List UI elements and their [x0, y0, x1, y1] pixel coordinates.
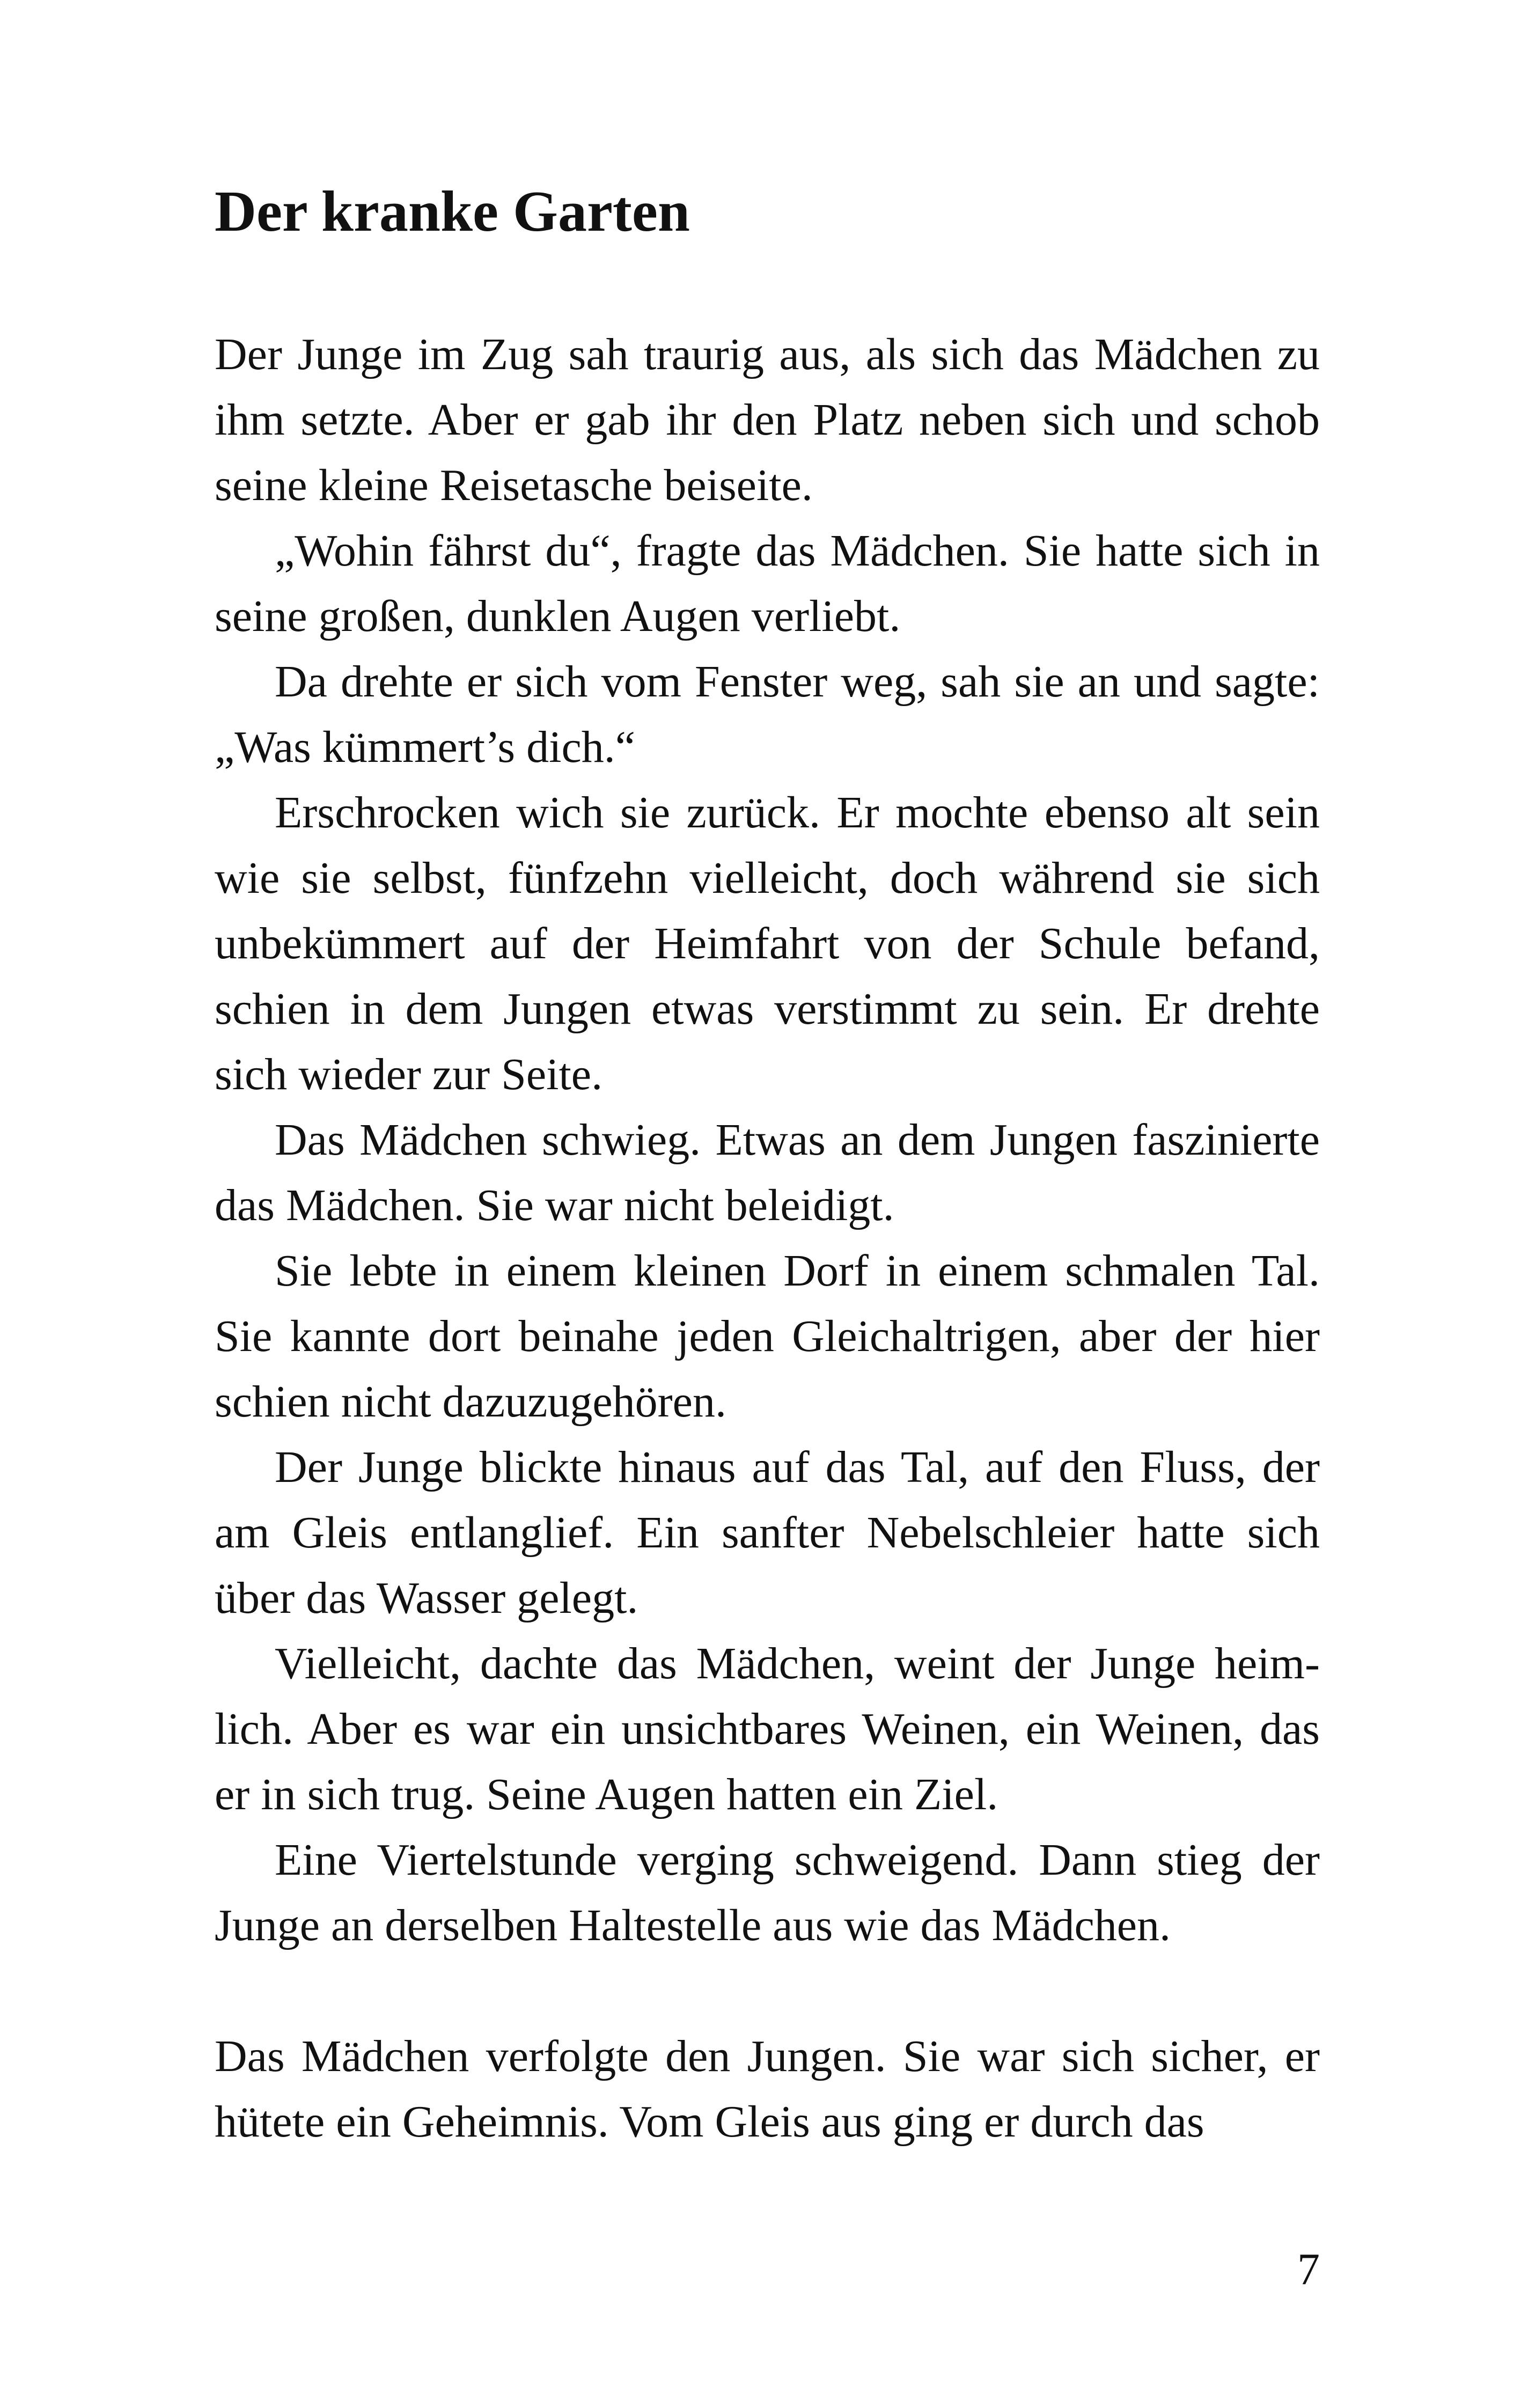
paragraph: „Wohin fährst du“, fragte das Mädchen. Sie hatte sich in seine großen, dunklen Augen verliebt.: [215, 526, 1320, 641]
paragraph: Sie lebte in einem kleinen Dorf in einem schmalen Tal. Sie kannte dort beinahe jeden Gleichaltrigen, aber der hier schien nicht dazuzugehören.: [215, 1246, 1320, 1427]
paragraph: Da drehte er sich vom Fenster weg, sah sie an und sagte: „Was kümmert’s dich.“: [215, 657, 1320, 772]
paragraph: Eine Viertelstunde verging schweigend. Dann stieg der Junge an derselben Haltestelle aus wie das Mädchen.: [215, 1835, 1320, 1950]
paragraph: Der Junge blickte hinaus auf das Tal, auf den Fluss, der am Gleis entlanglief. Ein sanfter Nebelschleier hatte sich über das Wasser gelegt.: [215, 1442, 1320, 1623]
paragraph: Der Junge im Zug sah traurig aus, als sich das Mädchen zu ihm setzte. Aber er gab ihr den Platz neben sich und schob seine kleine Reisetasche beiseite.: [215, 329, 1320, 510]
paragraph: Erschrocken wich sie zurück. Er mochte ebenso alt sein wie sie selbst, fünfzehn vielleicht, doch während sie sich unbekümmert auf der Heimfahrt von der Schule befand, schien in dem Jungen etwas verstimmt zu sein. Er drehte sich wieder zur Seite.: [215, 788, 1320, 1099]
page-number: 7: [1297, 2244, 1320, 2294]
book-page: [215, 0, 1320, 2408]
paragraph: Das Mädchen verfolgte den Jungen. Sie war sich sicher, er hütete ein Geheimnis. Vom Gleis aus ging er durch das: [215, 2031, 1320, 2147]
chapter-title: Der kranke Garten: [215, 180, 690, 244]
paragraph: Das Mädchen schwieg. Etwas an dem Jungen faszinierte das Mädchen. Sie war nicht beleidigt.: [215, 1115, 1320, 1230]
paragraph: Vielleicht, dachte das Mädchen, weint der Junge heimlich. Aber es war ein unsichtbares Weinen, ein Weinen, das er in sich trug. Seine Augen hatten ein Ziel.: [215, 1639, 1320, 1819]
chapter-body: [215, 322, 1320, 2155]
